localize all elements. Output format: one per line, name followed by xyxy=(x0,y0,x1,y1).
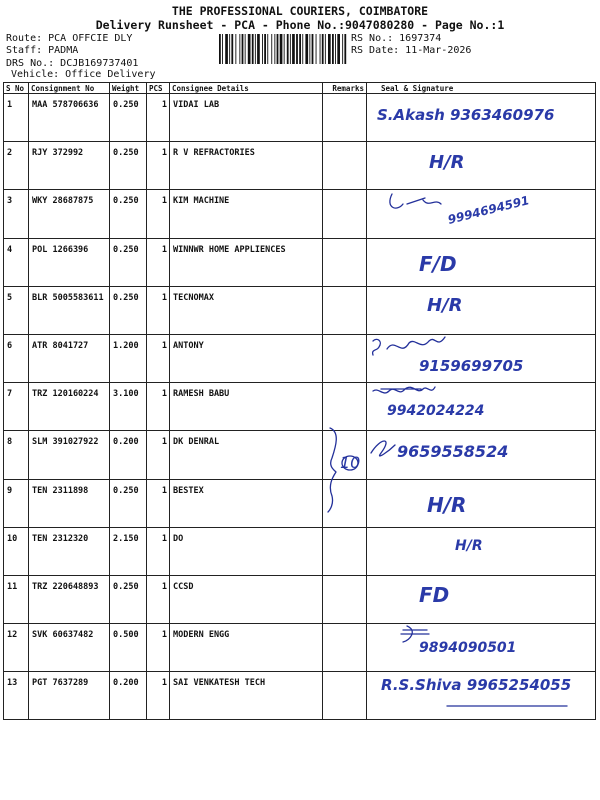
barcode-bar xyxy=(248,34,251,64)
weight-cell: 0.250 xyxy=(110,575,147,623)
consignment-number-cell: SVK 60637482 xyxy=(29,624,110,672)
remarks-cell xyxy=(323,142,367,190)
consignee-cell: VIDAI LAB xyxy=(170,94,323,142)
signature-text: H/R xyxy=(429,152,465,174)
remarks-cell xyxy=(323,624,367,672)
consignment-number-cell: POL 1266396 xyxy=(29,238,110,286)
weight-cell: 0.200 xyxy=(110,672,147,720)
consignee-cell: KIM MACHINE xyxy=(170,190,323,238)
signature-cell xyxy=(367,431,596,479)
barcode-bar xyxy=(252,34,254,64)
consignee-cell: CCSD xyxy=(170,575,323,623)
barcode-bar xyxy=(264,34,266,64)
barcode-bar xyxy=(222,34,223,64)
consignee-cell: ANTONY xyxy=(170,334,323,382)
serial-number-cell: 10 xyxy=(4,527,29,575)
handwritten-signature xyxy=(367,190,593,232)
serial-number-cell: 1 xyxy=(4,94,29,142)
signature-cell xyxy=(367,624,596,672)
barcode-bar xyxy=(312,34,314,64)
barcode-bar xyxy=(262,34,263,64)
pcs-cell: 1 xyxy=(147,94,170,142)
runsheet-subtitle: Delivery Runsheet - PCA - Phone No.:9047080280 - Page No.:1 xyxy=(95,18,505,32)
consignment-number-cell: SLM 391027922 xyxy=(29,431,110,479)
pcs-cell: 1 xyxy=(147,383,170,431)
signature-cell xyxy=(367,334,596,382)
weight-cell: 0.200 xyxy=(110,431,147,479)
consignment-number-cell: TEN 2312320 xyxy=(29,527,110,575)
barcode-bar xyxy=(305,34,308,64)
handwritten-signature xyxy=(367,672,593,714)
consignment-number-cell: TRZ 220648893 xyxy=(29,575,110,623)
remarks-mark-text: 10 xyxy=(340,453,361,472)
consignee-cell: BESTEX xyxy=(170,479,323,527)
table-row xyxy=(4,431,596,479)
barcode-bar xyxy=(335,34,336,64)
signature-cell xyxy=(367,142,596,190)
barcode-bar xyxy=(219,34,221,64)
col-header-weight: Weight xyxy=(110,83,147,94)
table-row xyxy=(4,238,596,286)
runsheet-title: THE PROFESSIONAL COURIERS, COIMBATORE xyxy=(171,4,429,18)
consignment-number-cell: TEN 2311898 xyxy=(29,479,110,527)
consignment-number-cell: MAA 578706636 xyxy=(29,94,110,142)
serial-number-cell: 6 xyxy=(4,334,29,382)
remarks-cell xyxy=(323,286,367,334)
barcode-bar xyxy=(320,34,321,64)
weight-cell: 0.250 xyxy=(110,190,147,238)
serial-number-cell: 2 xyxy=(4,142,29,190)
barcode-bar xyxy=(255,34,256,64)
signature-text: R.S.Shiva 9965254055 xyxy=(381,676,572,695)
serial-number-cell: 11 xyxy=(4,575,29,623)
rs-number: RS No.: 1697374 xyxy=(351,33,442,44)
handwritten-signature xyxy=(367,480,593,522)
table-row xyxy=(4,383,596,431)
handwritten-signature xyxy=(367,287,593,329)
barcode-bar xyxy=(257,34,260,64)
consignee-cell: R V REFRACTORIES xyxy=(170,142,323,190)
consignment-number-cell: RJY 372992 xyxy=(29,142,110,190)
barcode-bar xyxy=(328,34,331,64)
table-row xyxy=(4,286,596,334)
handwritten-signature xyxy=(367,94,593,136)
col-header-consignee: Consignee Details xyxy=(170,83,323,94)
handwritten-signature xyxy=(367,335,593,377)
signature-text: H/R xyxy=(427,294,463,316)
barcode-bar xyxy=(277,34,279,64)
signature-text: H/R xyxy=(455,537,483,554)
signature-cell xyxy=(367,672,596,720)
signature-text: 9659558524 xyxy=(397,442,509,462)
table-header-row xyxy=(4,83,596,94)
consignee-cell: WINNWR HOME APPLIENCES xyxy=(170,238,323,286)
table-row xyxy=(4,142,596,190)
weight-cell: 2.150 xyxy=(110,527,147,575)
barcode-bar xyxy=(280,34,283,64)
remarks-cell xyxy=(323,672,367,720)
pcs-cell: 1 xyxy=(147,190,170,238)
table-row xyxy=(4,624,596,672)
remarks-cell xyxy=(323,238,367,286)
table-row xyxy=(4,94,596,142)
consignee-cell: RAMESH BABU xyxy=(170,383,323,431)
handwritten-signature xyxy=(367,576,593,618)
table-row xyxy=(4,334,596,382)
pcs-cell: 1 xyxy=(147,672,170,720)
barcode-bar xyxy=(242,34,244,64)
remarks-cell xyxy=(323,527,367,575)
serial-number-cell: 12 xyxy=(4,624,29,672)
runsheet-table xyxy=(3,82,596,720)
rs-date: RS Date: 11-Mar-2026 xyxy=(351,45,472,56)
handwritten-signature xyxy=(367,383,593,425)
remarks-cell xyxy=(323,190,367,238)
table-row xyxy=(4,672,596,720)
col-header-sno: S No xyxy=(4,83,29,94)
barcode-bar xyxy=(271,34,272,64)
barcode-bar xyxy=(284,34,285,64)
consignee-cell: DO xyxy=(170,527,323,575)
barcode-bar xyxy=(225,34,228,64)
remarks-cell xyxy=(323,575,367,623)
barcode-bar xyxy=(337,34,340,64)
barcode-bar xyxy=(302,34,303,64)
barcode-bar xyxy=(239,34,240,64)
handwritten-signature xyxy=(367,624,593,666)
table-row xyxy=(4,527,596,575)
weight-cell: 1.200 xyxy=(110,334,147,382)
route-info: Route: PCA OFFCIE DLY xyxy=(6,33,133,44)
signature-cell xyxy=(367,190,596,238)
barcode-bar xyxy=(344,34,346,64)
col-header-remarks: Remarks xyxy=(323,83,367,94)
pcs-cell: 1 xyxy=(147,479,170,527)
pcs-cell: 1 xyxy=(147,238,170,286)
consignment-number-cell: BLR 5005583611 xyxy=(29,286,110,334)
weight-cell: 0.250 xyxy=(110,286,147,334)
barcode-bar xyxy=(290,34,291,64)
signature-cell xyxy=(367,527,596,575)
barcode-bar xyxy=(274,34,275,64)
signature-text: 9994694591 xyxy=(446,193,531,228)
signature-cell xyxy=(367,238,596,286)
serial-number-cell: 7 xyxy=(4,383,29,431)
handwritten-signature xyxy=(367,528,593,570)
barcode-image xyxy=(219,34,347,64)
serial-number-cell: 3 xyxy=(4,190,29,238)
pcs-cell: 1 xyxy=(147,575,170,623)
barcode-bar xyxy=(325,34,326,64)
signature-cell xyxy=(367,286,596,334)
signature-cell xyxy=(367,479,596,527)
weight-cell: 0.250 xyxy=(110,94,147,142)
barcode-bar xyxy=(296,34,298,64)
signature-text: 9942024224 xyxy=(387,403,485,420)
weight-cell: 3.100 xyxy=(110,383,147,431)
col-header-signature: Seal & Signature xyxy=(367,83,596,94)
barcode-bar xyxy=(342,34,343,64)
barcode-bar xyxy=(245,34,246,64)
table-row xyxy=(4,575,596,623)
serial-number-cell: 13 xyxy=(4,672,29,720)
pcs-cell: 1 xyxy=(147,142,170,190)
consignment-number-cell: TRZ 120160224 xyxy=(29,383,110,431)
staff-info: Staff: PADMA xyxy=(6,45,79,56)
pcs-cell: 1 xyxy=(147,527,170,575)
signature-text: FD xyxy=(419,582,450,607)
consignee-cell: DK DENRAL xyxy=(170,431,323,479)
consignment-number-cell: ATR 8041727 xyxy=(29,334,110,382)
handwritten-signature xyxy=(367,142,593,184)
barcode-bar xyxy=(309,34,310,64)
signature-text: S.Akash 9363460976 xyxy=(377,106,555,124)
pcs-cell: 1 xyxy=(147,624,170,672)
remarks-cell xyxy=(323,334,367,382)
serial-number-cell: 4 xyxy=(4,238,29,286)
barcode-bar xyxy=(231,34,233,64)
barcode-bar xyxy=(299,34,301,64)
col-header-pcs: PCS xyxy=(147,83,170,94)
drs-number: DRS No.: DCJB169737401 xyxy=(6,58,139,69)
remarks-bracket-mark xyxy=(318,424,368,514)
barcode-bar xyxy=(235,34,236,64)
consignment-number-cell: WKY 28687875 xyxy=(29,190,110,238)
weight-cell: 0.250 xyxy=(110,238,147,286)
pcs-cell: 1 xyxy=(147,286,170,334)
signature-text: F/D xyxy=(419,251,457,276)
consignee-cell: SAI VENKATESH TECH xyxy=(170,672,323,720)
handwritten-signature xyxy=(367,431,593,473)
serial-number-cell: 8 xyxy=(4,431,29,479)
vehicle-info: Vehicle: Office Delivery xyxy=(11,69,156,80)
signature-cell xyxy=(367,94,596,142)
barcode-bar xyxy=(292,34,295,64)
signature-text: 9894090501 xyxy=(419,640,517,657)
consignee-cell: MODERN ENGG xyxy=(170,624,323,672)
signature-text: 9159699705 xyxy=(419,356,524,375)
remarks-cell xyxy=(323,94,367,142)
signature-cell xyxy=(367,383,596,431)
barcode-bar xyxy=(287,34,289,64)
barcode-bar xyxy=(229,34,230,64)
table-row xyxy=(4,479,596,527)
pcs-cell: 1 xyxy=(147,334,170,382)
signature-cell xyxy=(367,575,596,623)
barcode-bar xyxy=(322,34,324,64)
pcs-cell: 1 xyxy=(147,431,170,479)
col-header-consignment: Consignment No xyxy=(29,83,110,94)
barcode-bar xyxy=(267,34,268,64)
weight-cell: 0.500 xyxy=(110,624,147,672)
barcode-bar xyxy=(316,34,317,64)
handwritten-signature xyxy=(367,239,593,281)
serial-number-cell: 9 xyxy=(4,479,29,527)
table-row xyxy=(4,190,596,238)
consignment-number-cell: PGT 7637289 xyxy=(29,672,110,720)
signature-text: H/R xyxy=(427,492,467,517)
serial-number-cell: 5 xyxy=(4,286,29,334)
consignee-cell: TECNOMAX xyxy=(170,286,323,334)
weight-cell: 0.250 xyxy=(110,142,147,190)
barcode-bar xyxy=(332,34,334,64)
weight-cell: 0.250 xyxy=(110,479,147,527)
